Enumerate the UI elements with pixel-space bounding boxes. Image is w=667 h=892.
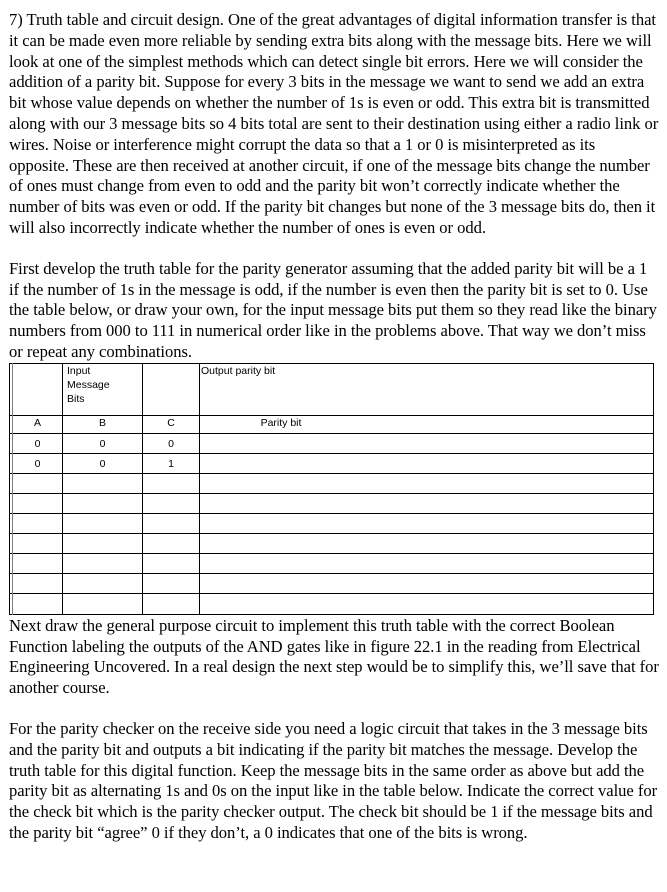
column-label-c: C [167,416,175,429]
table-rule [9,533,654,534]
table-rule [9,415,654,416]
paragraph-circuit: Next draw the general purpose circuit to implement this truth table with the correct Boolean Function labeling the outputs of the AND gates like in figure 22.1 in the reading from Electrical Engineering Uncovered. In a real design the next step would be to simplify this, we’ll save that for another course. [9,615,659,698]
table-cell: 0 [99,457,106,470]
paragraph-gap [9,699,659,719]
header-input-line: Message [67,378,110,391]
table-border-left [9,363,10,615]
table-rule [9,473,654,474]
column-label-b: B [98,416,106,429]
table-rule [9,433,654,434]
table-rule [9,593,654,594]
header-input-line: Input [67,364,91,377]
table-rule [199,363,200,615]
table-cell: 0 [99,437,106,450]
table-rule [9,493,654,494]
document-page [9,10,659,844]
table-header-input [67,364,110,406]
table-rule [9,453,654,454]
table-cell: 0 [34,437,41,450]
table-rule [142,363,143,615]
paragraph-parity-generator: First develop the truth table for the parity generator assuming that the added parity bit will be a 1 if the number of 1s in the message is odd, if the number is even then the parity bit is set to 0. Use the table below, or draw your own, for the input message bits put them so they read like the binary numbers from 000 to 111 in numerical order like in the problems above. That way we don’t miss or repeat any combinations. [9,258,657,361]
paragraph-gap [9,239,659,259]
table-border-bottom [9,614,654,615]
table-rule [9,513,654,514]
paragraph-intro: 7) Truth table and circuit design. One of the great advantages of digital information transfer is that it can be made even more reliable by sending extra bits along with the message bits. Here we will look at one of the simplest methods which can detect single bit errors. Here we will consider the addition of a parity bit. Suppose for every 3 bits in the message we want to send we add an extra bit whose value depends on whether the number of 1s is even or odd. This extra bit is transmitted along with our 3 message bits so 4 bits total are sent to their destination using either a radio link or wires. Noise or interference might corrupt the data so that a 1 or 0 is misinterpreted as its opposite. These are then received at another circuit, if one of the message bits change the number of ones must change from even to odd and the parity bit won’t correctly indicate whether the number of bits was even or odd. If the parity bit changes but none of the 3 message bits do, then it will also incorrectly indicate whether the number of ones is even or odd. [9,10,659,237]
table-cell: 0 [168,437,174,450]
table-rule [62,363,63,615]
table-cell: 0 [34,457,41,470]
table-cell: 1 [168,457,174,470]
table-rule [9,573,654,574]
table-header-output: Output parity bit [201,364,276,377]
column-label-a: A [33,416,41,429]
table-rule [9,553,654,554]
column-label-parity: Parity bit [260,416,302,429]
paragraph-parity-checker: For the parity checker on the receive side you need a logic circuit that takes in the 3 message bits and the parity bit and outputs a bit indicating if the parity bit matches the message. Develop the truth table for this digital function. Keep the message bits in the same order as above but add the parity bit as alternating 1s and 0s on the input like in the table below. Indicate the correct value for the check bit which is the parity checker output. The check bit should be 1 if the message bits and the parity bit “agree” 0 if they don’t, a 0 indicates that one of the bits is wrong. [9,718,658,842]
table-rule [12,363,13,615]
truth-table [9,363,654,615]
table-border-right [653,363,654,615]
header-input-line: Bits [67,392,85,405]
